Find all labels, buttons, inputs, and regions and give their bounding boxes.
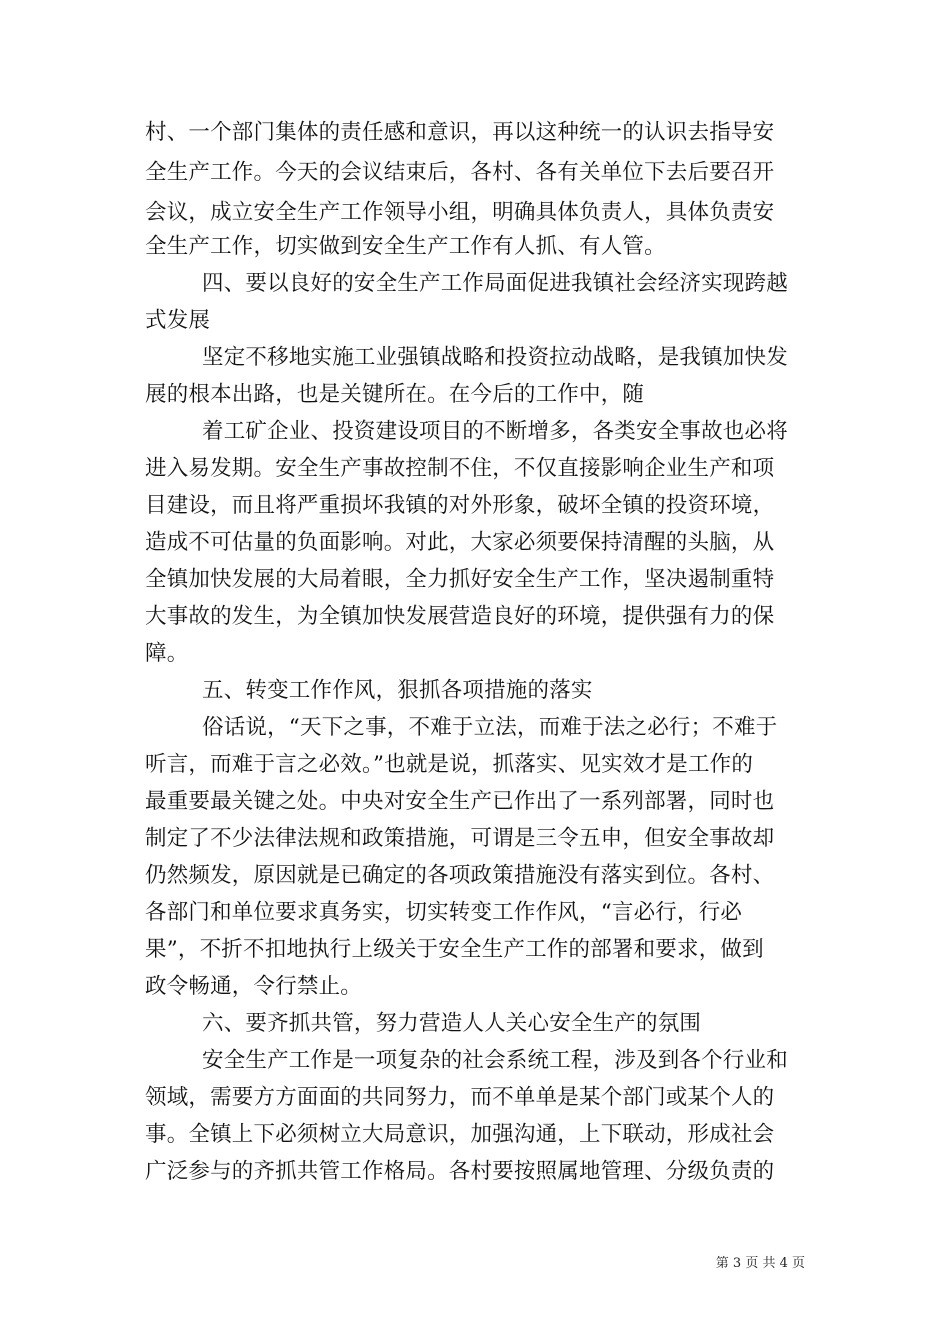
- section-heading-4: 四、要以良好的安全生产工作局面促进我镇社会经济实现跨越: [202, 271, 788, 296]
- text-line: 仍然频发，原因就是已确定的各项政策措施没有落实到位。各村、: [145, 863, 775, 888]
- text-line: 着工矿企业、投资建设项目的不断增多，各类安全事故也必将: [202, 419, 788, 444]
- text-line: 最重要最关键之处。中央对安全生产已作出了一系列部署，同时也: [145, 789, 775, 814]
- section-heading-6: 六、要齐抓共管，努力营造人人关心安全生产的氛围: [202, 1011, 702, 1036]
- section-heading-4-continued: 式发展: [145, 308, 211, 333]
- text-line: 领域，需要方方面面的共同努力，而不单单是某个部门或某个人的: [145, 1085, 775, 1110]
- text-line: 目建设，而且将严重损坏我镇的对外形象，破坏全镇的投资环境，: [145, 493, 775, 518]
- text-line: 果”，不折不扣地执行上级关于安全生产工作的部署和要求，做到: [145, 937, 764, 962]
- text-line: 造成不可估量的负面影响。对此，大家必须要保持清醒的头脑，从: [145, 530, 775, 555]
- text-line: 会议，成立安全生产工作领导小组，明确具体负责人，具体负责安: [145, 200, 775, 225]
- text-line: 各部门和单位要求真务实，切实转变工作作风，“言必行，行必: [145, 900, 743, 925]
- text-line: 俗话说，“天下之事，不难于立法，而难于法之必行；不难于: [202, 715, 778, 740]
- text-line: 全生产工作。今天的会议结束后，各村、各有关单位下去后要召开: [145, 160, 775, 185]
- text-line: 广泛参与的齐抓共管工作格局。各村要按照属地管理、分级负责的: [145, 1159, 775, 1184]
- text-line: 展的根本出路，也是关键所在。在今后的工作中，随: [145, 382, 645, 407]
- text-line: 进入易发期。安全生产事故控制不住，不仅直接影响企业生产和项: [145, 456, 775, 481]
- text-line: 制定了不少法律法规和政策措施，可谓是三令五申，但安全事故却: [145, 826, 775, 851]
- text-line: 村、一个部门集体的责任感和意识，再以这种统一的认识去指导安: [145, 120, 775, 145]
- text-line: 安全生产工作是一项复杂的社会系统工程，涉及到各个行业和: [202, 1048, 788, 1073]
- text-line: 全镇加快发展的大局着眼，全力抓好安全生产工作，坚决遏制重特: [145, 567, 775, 592]
- text-line: 政令畅通，令行禁止。: [145, 974, 363, 999]
- text-line: 事。全镇上下必须树立大局意识，加强沟通，上下联动，形成社会: [145, 1122, 775, 1147]
- text-line: 坚定不移地实施工业强镇战略和投资拉动战略，是我镇加快发: [202, 345, 788, 370]
- text-line: 障。: [145, 641, 189, 666]
- text-line: 大事故的发生，为全镇加快发展营造良好的环境，提供强有力的保: [145, 604, 775, 629]
- section-heading-5: 五、转变工作作风，狠抓各项措施的落实: [202, 678, 593, 703]
- text-line: 全生产工作，切实做到安全生产工作有人抓、有人管。: [145, 234, 666, 259]
- page-number: 第 3 页 共 4 页: [715, 1256, 805, 1271]
- text-line: 听言，而难于言之必效。”也就是说，抓落实、见实效才是工作的: [145, 752, 754, 777]
